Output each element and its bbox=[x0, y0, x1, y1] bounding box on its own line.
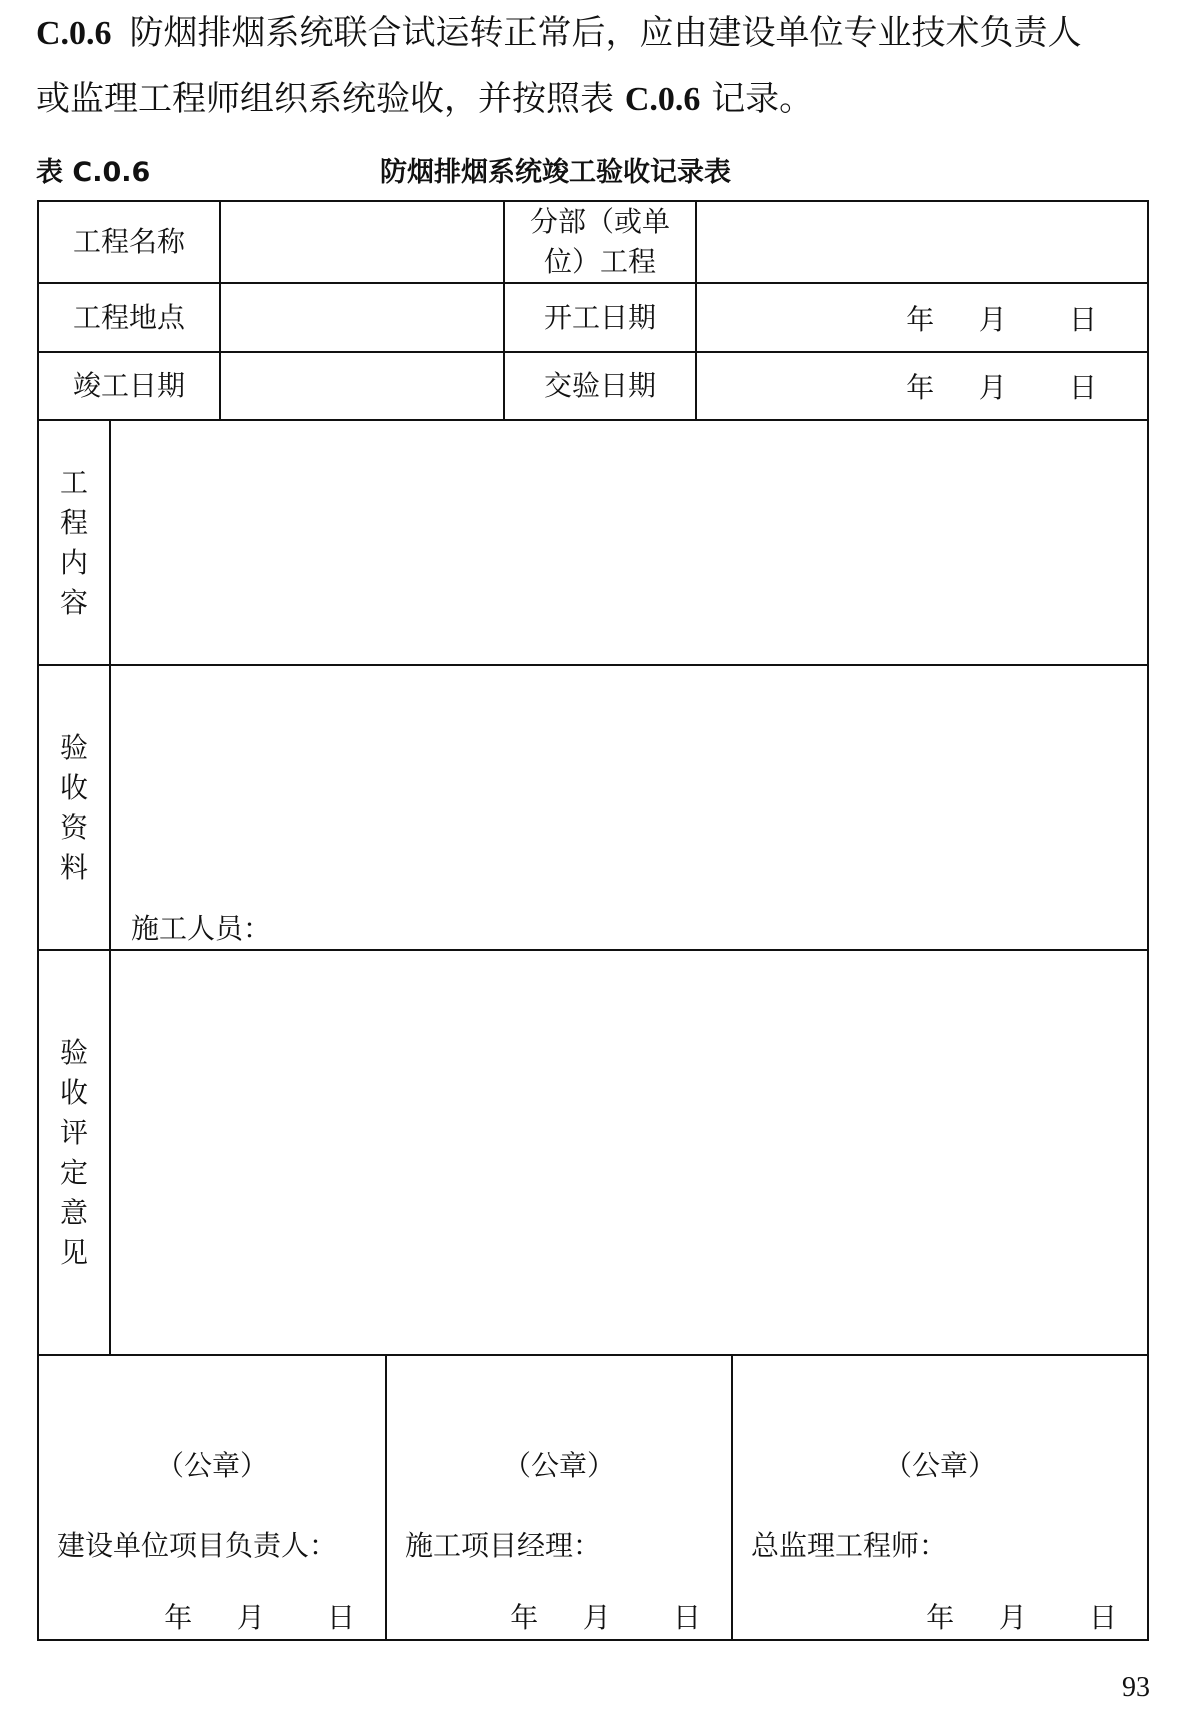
supervisor-sign-date: 年 月 日 bbox=[926, 1601, 1118, 1634]
assessment-label: 验收评定意见 bbox=[38, 950, 110, 1355]
assessment-value[interactable] bbox=[110, 950, 1148, 1355]
intro-paragraph-line2 bbox=[36, 66, 1166, 133]
clause-number: C.0.6 bbox=[36, 15, 112, 52]
handover-date-value[interactable]: 年 月 日 bbox=[696, 352, 1148, 420]
row-project-name bbox=[38, 201, 1148, 283]
owner-role-label: 建设单位项目负责人： bbox=[57, 1529, 338, 1562]
table-title: 防烟排烟系统竣工验收记录表 bbox=[380, 157, 731, 188]
subproject-value[interactable] bbox=[696, 201, 1148, 283]
row-project-site bbox=[38, 283, 1148, 352]
signature-block-owner[interactable] bbox=[39, 1356, 387, 1639]
acceptance-record-table bbox=[37, 200, 1149, 1641]
construction-staff-label: 施工人员： bbox=[131, 912, 272, 945]
row-completion-date bbox=[38, 352, 1148, 420]
contractor-sign-date: 年 月 日 bbox=[510, 1601, 701, 1634]
intro-paragraph-line1 bbox=[36, 0, 1166, 67]
content-label: 工程内容 bbox=[38, 420, 110, 665]
completion-date-value[interactable] bbox=[220, 352, 504, 420]
start-date-label: 开工日期 bbox=[504, 283, 696, 352]
supervisor-seal-label: （公章） bbox=[884, 1449, 997, 1482]
owner-sign-date: 年 月 日 bbox=[164, 1601, 355, 1634]
intro-line2-end: 记录。 bbox=[711, 79, 814, 119]
subproject-label bbox=[504, 201, 696, 283]
handover-date-label: 交验日期 bbox=[504, 352, 696, 420]
start-date-value[interactable]: 年 月 日 bbox=[696, 283, 1148, 352]
contractor-seal-label: （公章） bbox=[502, 1449, 615, 1482]
subproject-label-line1: 分部（或单 bbox=[530, 205, 671, 238]
materials-label: 验收资料 bbox=[38, 665, 110, 950]
table-number: 表 C.0.6 bbox=[36, 157, 151, 188]
content-value[interactable] bbox=[110, 420, 1148, 665]
project-name-label: 工程名称 bbox=[38, 201, 220, 283]
signature-block-contractor[interactable] bbox=[387, 1356, 733, 1639]
completion-date-label: 竣工日期 bbox=[38, 352, 220, 420]
supervisor-role-label: 总监理工程师： bbox=[751, 1529, 948, 1562]
signature-block-supervisor[interactable] bbox=[733, 1356, 1147, 1639]
row-acceptance-materials bbox=[38, 665, 1148, 950]
intro-line1-text: 防烟排烟系统联合试运转正常后，应由建设单位专业技术负责人 bbox=[129, 13, 1082, 53]
row-project-content bbox=[38, 420, 1148, 665]
row-signatures bbox=[38, 1355, 1148, 1640]
project-site-value[interactable] bbox=[220, 283, 504, 352]
project-site-label: 工程地点 bbox=[38, 283, 220, 352]
contractor-role-label: 施工项目经理： bbox=[405, 1529, 602, 1562]
page-number: 93 bbox=[1122, 1672, 1150, 1703]
row-assessment bbox=[38, 950, 1148, 1355]
owner-seal-label: （公章） bbox=[155, 1449, 268, 1482]
project-name-value[interactable] bbox=[220, 201, 504, 283]
materials-value[interactable] bbox=[110, 665, 1148, 950]
intro-line2-text: 或监理工程师组织系统验收，并按照表 bbox=[36, 79, 614, 119]
subproject-label-line2: 位）工程 bbox=[544, 245, 657, 278]
table-reference: C.0.6 bbox=[624, 81, 701, 118]
